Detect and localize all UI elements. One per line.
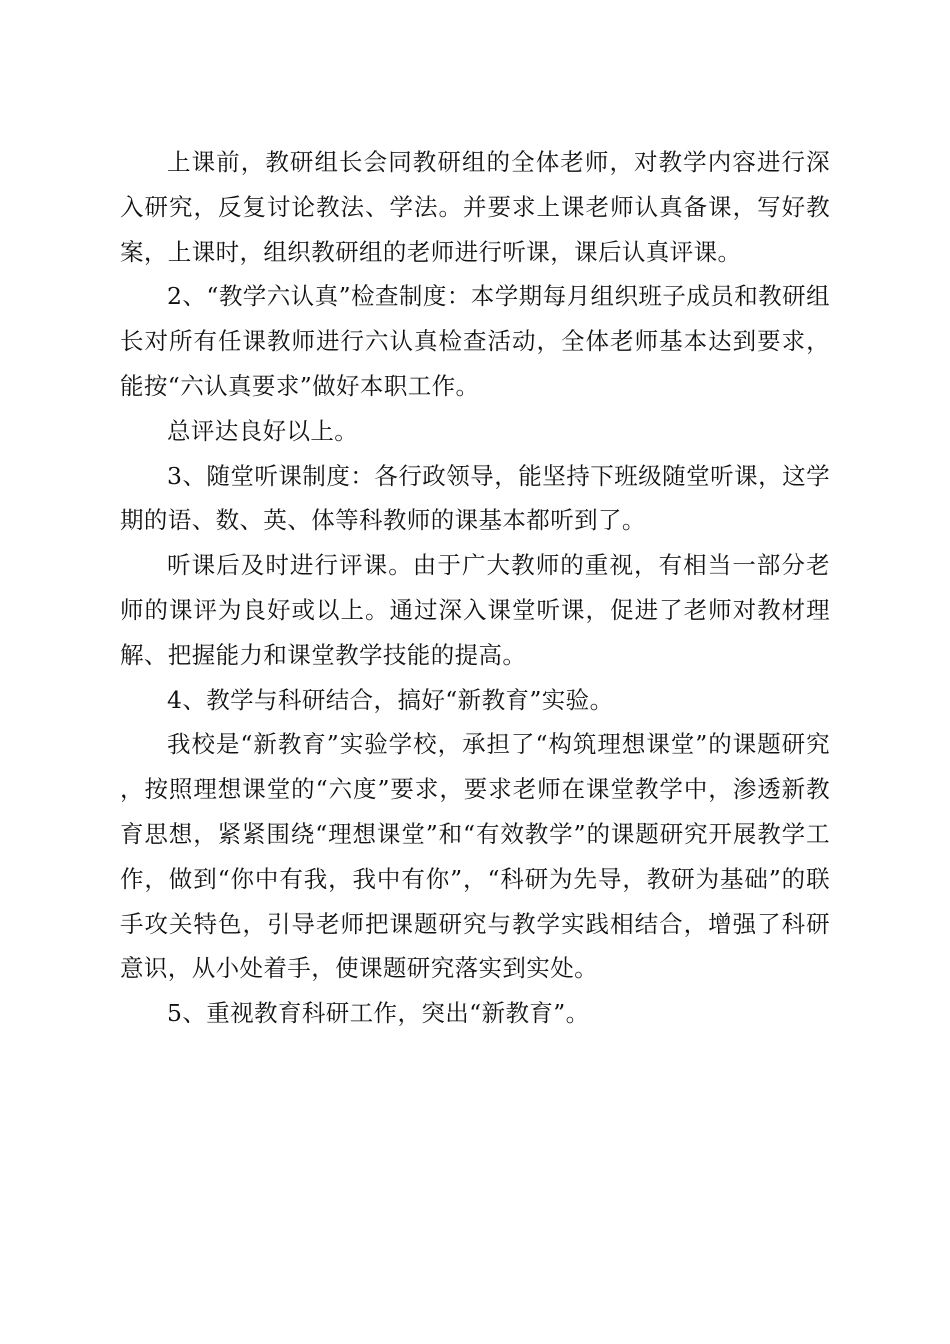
paragraph-lesson-preparation: 上课前，教研组长会同教研组的全体老师，对教学内容进行深入研究，反复讨论教法、学法。并要求上课老师认真备课，写好教案，上课时，组织教研组的老师进行听课，课后认真评课。 — [120, 148, 830, 266]
paragraph-six-diligence-inspection: 2、“教学六认真”检查制度：本学期每月组织班子成员和教研组长对所有任课教师进行六认真检查活动，全体老师基本达到要求，能按“六认真要求”做好本职工作。 — [120, 282, 830, 400]
paragraph-overall-rating: 总评达良好以上。 — [167, 416, 359, 445]
document-body — [120, 140, 830, 1036]
paragraph-education-research-heading: 5、重视教育科研工作，突出“新教育”。 — [167, 999, 590, 1028]
paragraph-class-observation: 3、随堂听课制度：各行政领导，能坚持下班级随堂听课，这学期的语、数、英、体等科教师的课基本都听到了。 — [120, 461, 830, 535]
paragraph-new-education-experiment: 我校是“新教育”实验学校，承担了“构筑理想课堂”的课题研究，按照理想课堂的“六度”要求，要求老师在课堂教学中，渗透新教育思想，紧紧围绕“理想课堂”和“有效教学”的课题研究开展教学工作，做到“你中有我，我中有你”，“科研为先导，教研为基础”的联手攻关特色，引导老师把课题研究与教学实践相结合，增强了科研意识，从小处着手，使课题研究落实到实处。 — [120, 730, 830, 983]
paragraph-lesson-evaluation: 听课后及时进行评课。由于广大教师的重视，有相当一部分老师的课评为良好或以上。通过深入课堂听课，促进了老师对教材理解、把握能力和课堂教学技能的提高。 — [120, 551, 830, 669]
paragraph-teaching-research-heading: 4、教学与科研结合，搞好“新教育”实验。 — [167, 685, 614, 714]
